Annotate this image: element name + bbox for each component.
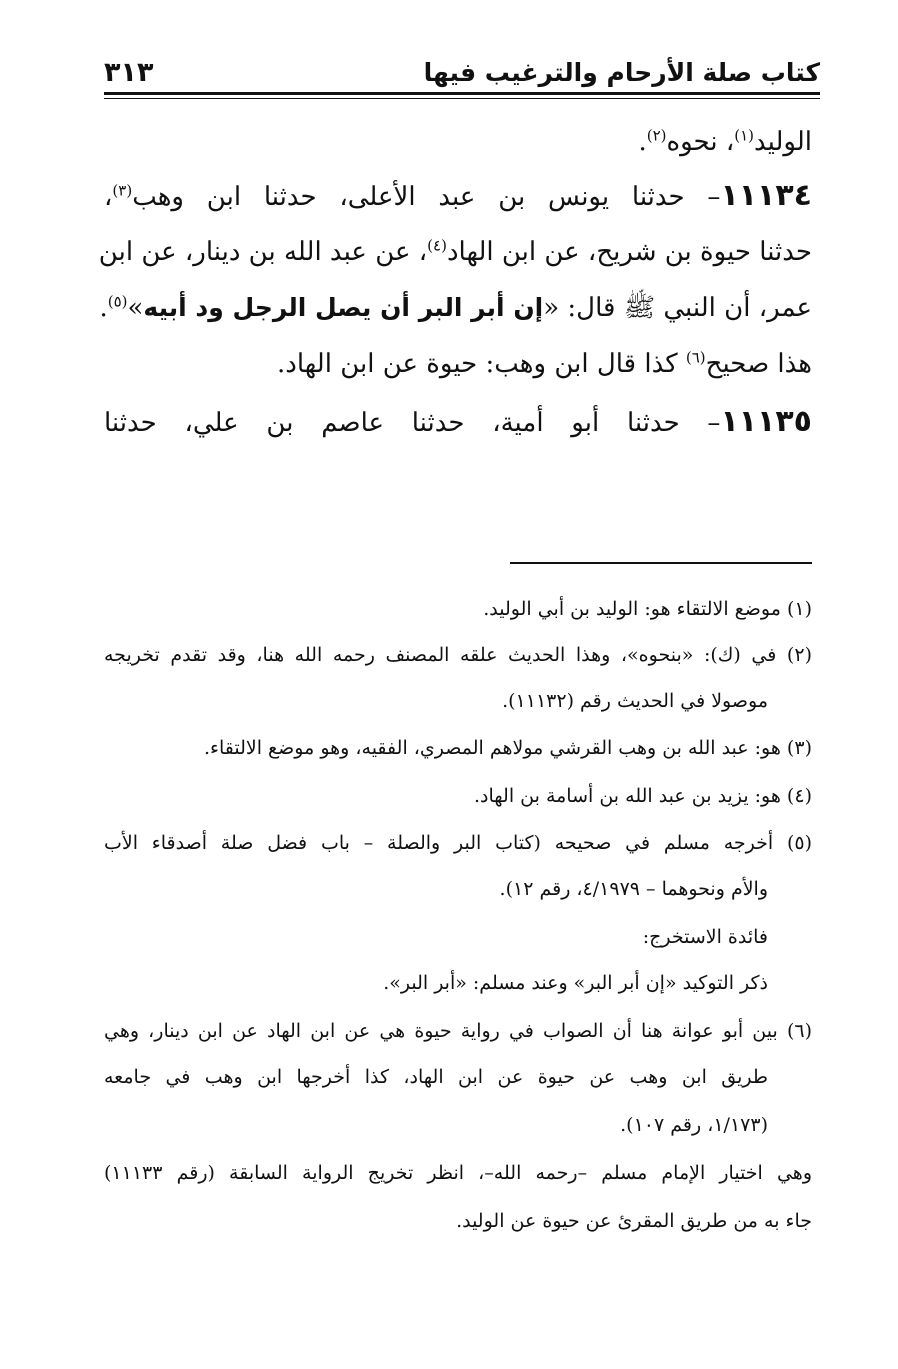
text-fragment: . xyxy=(638,127,647,157)
footnote-separator xyxy=(510,562,812,564)
footnote-ref-5[interactable]: (٥) xyxy=(107,292,128,311)
footnote-ref-4[interactable]: (٤) xyxy=(427,236,447,255)
text-fragment: ، عن عبد الله بن دينار، عن ابن xyxy=(98,237,428,267)
header-rule-thick xyxy=(104,92,820,95)
text-fragment: كذا قال ابن وهب: حيوة عن ابن الهاد. xyxy=(277,349,686,379)
footnote-5-benefit: ذكر التوكيد «إن أبر البر» وعند مسلم: «أبر البر». xyxy=(383,972,768,994)
text-fragment: ، xyxy=(104,182,113,212)
footnote-2-cont: موصولا في الحديث رقم (١١١٣٢). xyxy=(502,690,768,712)
header-rule-thin xyxy=(104,98,820,99)
hadith-1134-line-2 xyxy=(98,232,812,272)
footnote-5-cont: والأم ونحوهما – ٤/١٩٧٩، رقم ١٢). xyxy=(499,878,768,900)
hadith-1134-line-1 xyxy=(104,176,812,217)
text-fragment: هذا صحيح xyxy=(705,349,812,379)
text-line-1 xyxy=(104,122,812,162)
text-fragment: » xyxy=(127,293,144,323)
page-number: ٣١٣ xyxy=(104,57,154,88)
sahih-line xyxy=(104,344,812,384)
hadith-number: ١١١٣٤ xyxy=(720,178,812,213)
footnote-5: (٥) أخرجه مسلم في صحيحه (كتاب البر والصلة – باب فضل صلة أصدقاء الأب xyxy=(104,832,812,854)
text-fragment: ، نحوه xyxy=(666,127,735,157)
hadith-1135-line-1 xyxy=(104,402,812,443)
footnote-3: (٣) هو: عبد الله بن وهب القرشي مولاهم المصري، الفقيه، وهو موضع الالتقاء. xyxy=(204,737,812,759)
text-fragment: الوليد xyxy=(754,127,812,157)
footnote-6-cont-2: (١/١٧٣، رقم ١٠٧). xyxy=(620,1114,768,1136)
footnote-ref-2[interactable]: (٢) xyxy=(646,126,667,145)
text-fragment: – حدثنا يونس بن عبد الأعلى، حدثنا ابن وهب xyxy=(132,182,721,212)
text-fragment: . xyxy=(99,293,108,323)
footnote-6-cont-3: وهي اختيار الإمام مسلم –رحمه الله–، انظر تخريج الرواية السابقة (رقم ١١١٣٣) xyxy=(104,1162,812,1184)
text-fragment: عمر، أن النبي ﷺ قال: « xyxy=(543,293,812,323)
footnote-6: (٦) بين أبو عوانة هنا أن الصواب في رواية حيوة هي عن ابن الهاد عن ابن دينار، وهي xyxy=(104,1020,812,1042)
text-fragment: – حدثنا أبو أمية، حدثنا عاصم بن علي، حدثنا xyxy=(104,408,721,438)
hadith-number: ١١١٣٥ xyxy=(720,404,812,439)
footnote-6-cont-4: جاء به من طريق المقرئ عن حيوة عن الوليد. xyxy=(456,1210,812,1232)
hadith-1134-line-3 xyxy=(99,288,812,328)
hadith-quote: إن أبر البر أن يصل الرجل ود أبيه xyxy=(143,293,544,322)
running-header xyxy=(104,56,820,92)
footnote-1: (١) موضع الالتقاء هو: الوليد بن أبي الوليد. xyxy=(483,598,812,620)
text-fragment: حدثنا حيوة بن شريح، عن ابن الهاد xyxy=(446,237,812,267)
footnote-4: (٤) هو: يزيد بن عبد الله بن أسامة بن الهاد. xyxy=(474,785,812,807)
footnote-ref-6[interactable]: (٦) xyxy=(685,348,706,367)
footnote-2: (٢) في (ك): «بنحوه»، وهذا الحديث علقه المصنف رحمه الله هنا، وقد تقدم تخريجه xyxy=(104,644,812,666)
footnote-ref-3[interactable]: (٣) xyxy=(112,181,133,200)
footnote-ref-1[interactable]: (١) xyxy=(734,126,754,145)
footnote-6-cont-1: طريق ابن وهب عن حيوة عن ابن الهاد، كذا أخرجها ابن وهب في جامعه xyxy=(104,1066,768,1088)
chapter-title: كتاب صلة الأرحام والترغيب فيها xyxy=(423,58,820,87)
footnote-5-benefit-title: فائدة الاستخرج: xyxy=(642,926,768,948)
